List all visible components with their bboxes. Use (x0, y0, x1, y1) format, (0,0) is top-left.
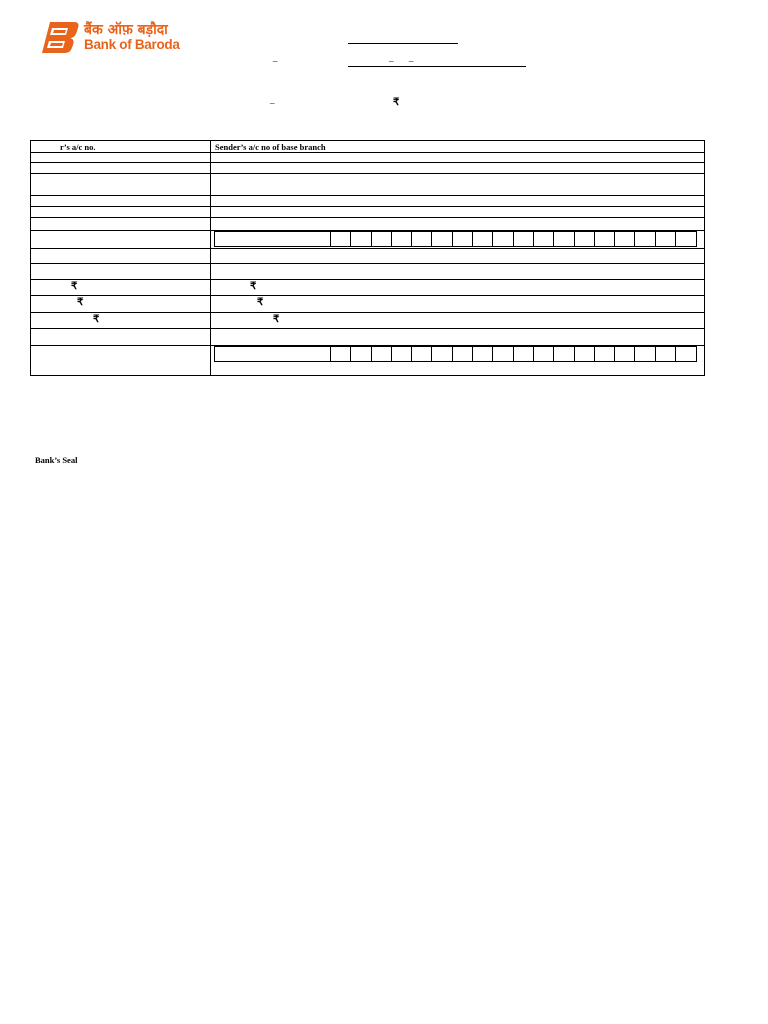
entry-box[interactable] (215, 347, 331, 361)
rupee-symbol: ₹ (77, 297, 84, 308)
table-row[interactable] (31, 218, 704, 231)
rupee-symbol: ₹ (71, 281, 78, 292)
brand-english-name: Bank of Baroda (84, 37, 180, 52)
entry-box[interactable] (676, 232, 696, 246)
entry-box[interactable] (432, 232, 452, 246)
table-row[interactable] (31, 296, 704, 313)
entry-box[interactable] (615, 232, 635, 246)
entry-box[interactable] (351, 232, 371, 246)
table-row[interactable] (31, 264, 704, 280)
table-row (31, 141, 704, 153)
character-entry-boxes[interactable] (214, 231, 697, 247)
entry-box[interactable] (473, 347, 493, 361)
entry-box[interactable] (493, 347, 513, 361)
entry-box[interactable] (514, 347, 534, 361)
entry-box[interactable] (453, 232, 473, 246)
table-row (31, 346, 704, 375)
entry-box[interactable] (554, 347, 574, 361)
entry-box[interactable] (473, 232, 493, 246)
remittance-form-table (30, 140, 705, 376)
entry-box[interactable] (656, 347, 676, 361)
entry-box[interactable] (351, 347, 371, 361)
entry-box[interactable] (595, 347, 615, 361)
entry-box[interactable] (331, 347, 351, 361)
entry-box[interactable] (412, 347, 432, 361)
entry-box[interactable] (635, 347, 655, 361)
rupee-symbol: ₹ (273, 314, 280, 325)
rupee-symbol: ₹ (250, 281, 257, 292)
entry-box[interactable] (392, 232, 412, 246)
entry-box[interactable] (372, 347, 392, 361)
entry-box[interactable] (534, 347, 554, 361)
character-entry-boxes[interactable] (214, 346, 697, 362)
date-underline (348, 66, 526, 67)
entry-box[interactable] (412, 232, 432, 246)
entry-box[interactable] (453, 347, 473, 361)
dash-mark: – (409, 56, 414, 66)
bank-of-baroda-logo-icon (40, 20, 80, 54)
box-tick (210, 346, 211, 364)
entry-box[interactable] (493, 232, 513, 246)
table-row[interactable] (31, 207, 704, 218)
entry-box[interactable] (595, 232, 615, 246)
entry-box[interactable] (215, 232, 331, 246)
entry-box[interactable] (432, 347, 452, 361)
table-row[interactable] (31, 174, 704, 196)
box-tick (210, 231, 211, 249)
table-row[interactable] (31, 313, 704, 329)
dash-mark: – (270, 98, 275, 108)
sender-account-label: Sender’s a/c no of base branch (215, 142, 326, 152)
entry-box[interactable] (615, 347, 635, 361)
entry-box[interactable] (372, 232, 392, 246)
entry-box[interactable] (656, 232, 676, 246)
table-row[interactable] (31, 196, 704, 207)
rupee-symbol: ₹ (393, 97, 400, 108)
rupee-symbol: ₹ (93, 314, 100, 325)
entry-box[interactable] (575, 347, 595, 361)
bank-logo (40, 20, 180, 54)
table-row[interactable] (31, 249, 704, 264)
entry-box[interactable] (514, 232, 534, 246)
table-row[interactable] (31, 329, 704, 346)
entry-box[interactable] (534, 232, 554, 246)
rupee-symbol: ₹ (257, 297, 264, 308)
bank-seal-label: Bank’s Seal (35, 455, 78, 465)
entry-box[interactable] (392, 347, 412, 361)
table-row[interactable] (31, 153, 704, 163)
table-row (31, 231, 704, 249)
entry-box[interactable] (635, 232, 655, 246)
dash-mark: – (273, 56, 278, 66)
entry-box[interactable] (575, 232, 595, 246)
brand-hindi-name: बैंक ऑफ़ बड़ौदा (84, 22, 168, 38)
table-row[interactable] (31, 163, 704, 174)
dash-mark: – (389, 56, 394, 66)
entry-box[interactable] (331, 232, 351, 246)
entry-box[interactable] (676, 347, 696, 361)
title-underline (348, 43, 458, 44)
table-row[interactable] (31, 280, 704, 296)
entry-box[interactable] (554, 232, 574, 246)
account-number-label: r’s a/c no. (60, 142, 96, 152)
